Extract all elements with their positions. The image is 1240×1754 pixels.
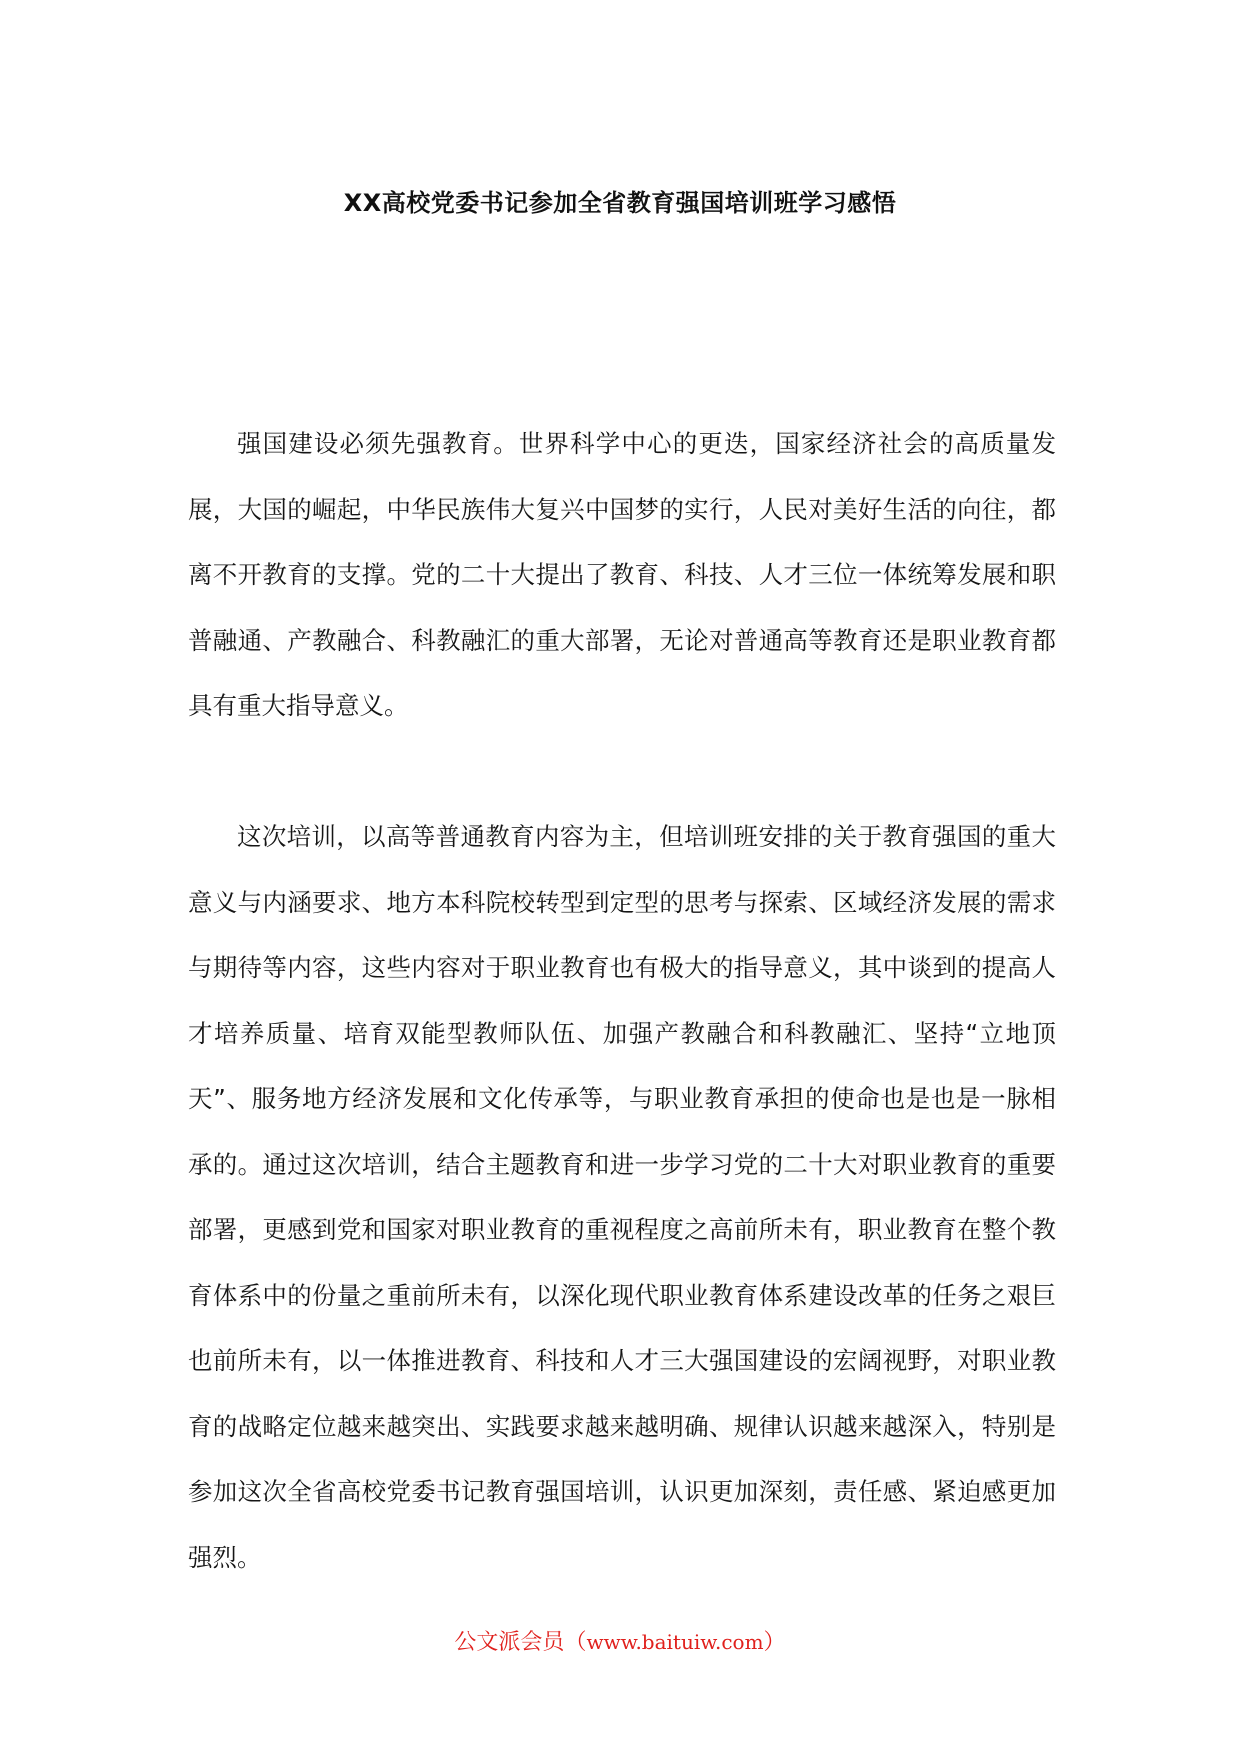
footer-url: www.baituiw.com	[586, 1630, 764, 1654]
footer-watermark	[0, 1625, 1240, 1660]
footer-close-paren: ）	[763, 1630, 786, 1655]
paragraph-2: 这次培训，以高等普通教育内容为主，但培训班安排的关于教育强国的重大意义与内涵要求、地方本科院校转型到定型的思考与探索、区域经济发展的需求与期待等内容，这些内容对于职业教育也有极大的指导意义，其中谈到的提高人才培养质量、培育双能型教师队伍、加强产教融合和科教融汇、坚持“立地顶天”、服务地方经济发展和文化传承等，与职业教育承担的使命也是也是一脉相承的。通过这次培训，结合主题教育和进一步学习党的二十大对职业教育的重要部署，更感到党和国家对职业教育的重视程度之高前所未有，职业教育在整个教育体系中的份量之重前所未有，以深化现代职业教育体系建设改革的任务之艰巨也前所未有，以一体推进教育、科技和人才三大强国建设的宏阔视野，对职业教育的战略定位越来越突出、实践要求越来越明确、规律认识越来越深入，特别是参加这次全省高校党委书记教育强国培训，认识更加深刻，责任感、紧迫感更加强烈。	[188, 822, 1056, 1572]
document-title: XX高校党委书记参加全省教育强国培训班学习感悟	[343, 189, 897, 217]
footer-open-paren: （	[564, 1630, 587, 1655]
footer-brand: 公文派会员	[454, 1630, 565, 1655]
paragraph-1: 强国建设必须先强教育。世界科学中心的更迭，国家经济社会的高质量发展，大国的崛起，中华民族伟大复兴中国梦的实行，人民对美好生活的向往，都离不开教育的支撑。党的二十大提出了教育、科技、人才三位一体统筹发展和职普融通、产教融合、科教融汇的重大部署，无论对普通高等教育还是职业教育都具有重大指导意义。	[188, 429, 1056, 720]
